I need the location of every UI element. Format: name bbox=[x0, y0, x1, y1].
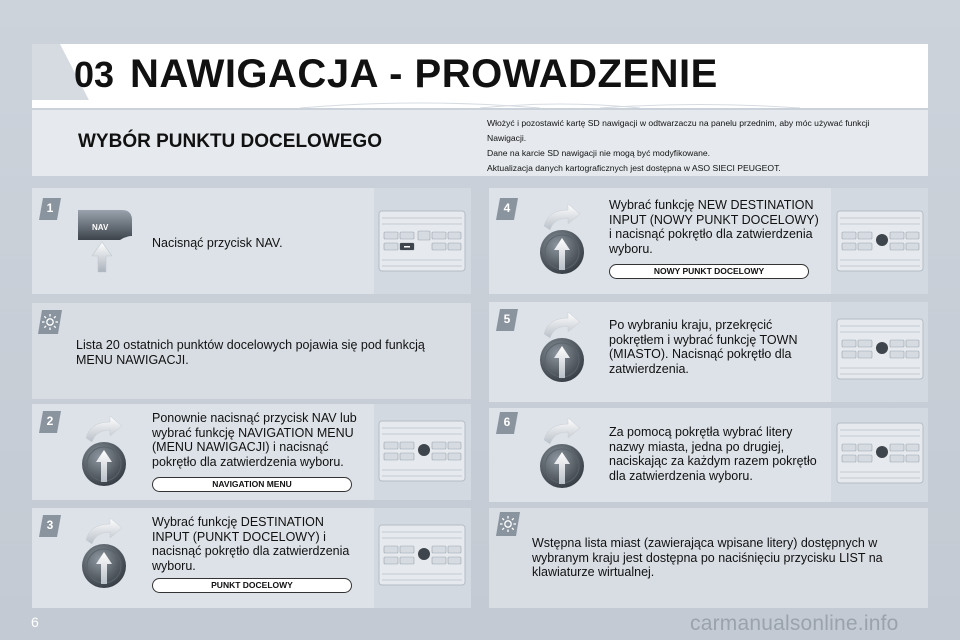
step-2-badge bbox=[39, 411, 61, 433]
tip-1-line: Lista 20 ostatnich punktów docelowych pojawia się pod funkcją bbox=[76, 338, 425, 352]
radio-unit-icon bbox=[836, 422, 924, 484]
step-2-line: pokrętło dla zatwierdzenia wyboru. bbox=[152, 454, 344, 469]
step-5-line: zatwierdzenia. bbox=[609, 361, 689, 376]
intro-line: Aktualizacja danych kartograficznych jest dostępna w ASO SIECI PEUGEOT. bbox=[487, 163, 781, 173]
section-title: WYBÓR PUNKTU DOCELOWEGO bbox=[78, 131, 382, 152]
step-6-line: dla zatwierdzenia wyboru. bbox=[609, 468, 753, 483]
radio-unit-icon bbox=[836, 318, 924, 380]
step-5-line: Po wybraniu kraju, przekręcić bbox=[609, 318, 773, 332]
step-4-badge bbox=[496, 198, 518, 220]
tip-1-line: MENU NAWIGACJI. bbox=[76, 352, 189, 367]
intro-text bbox=[487, 116, 927, 176]
step-5-line: (MIASTO). Nacisnąć pokrętło dla bbox=[609, 347, 792, 361]
tip-2-text bbox=[532, 536, 883, 580]
step-1-badge bbox=[39, 198, 61, 220]
lightbulb-icon bbox=[38, 310, 62, 334]
step-1-number: 1 bbox=[46, 201, 54, 215]
rotary-knob-icon bbox=[526, 200, 606, 280]
step-3-text bbox=[152, 515, 349, 573]
intro-line: Nawigacji. bbox=[487, 133, 527, 143]
intro-line: Dane na karcie SD nawigacji nie mogą być modyfikowane. bbox=[487, 148, 711, 158]
radio-unit-icon bbox=[836, 210, 924, 272]
radio-unit-icon bbox=[378, 420, 466, 482]
step-6-line: nazwy miasta, jedna po drugiej, bbox=[609, 439, 785, 454]
step-2-line: (MENU NAWIGACJI) i nacisnąć bbox=[152, 440, 329, 454]
page-number: 6 bbox=[31, 614, 39, 630]
step-4-line: i nacisnąć pokrętło dla zatwierdzenia bbox=[609, 227, 813, 241]
step-1-text bbox=[152, 236, 283, 251]
new-destination-pill: NOWY PUNKT DOCELOWY bbox=[609, 264, 809, 279]
tip-1-text bbox=[76, 338, 425, 367]
radio-unit-icon bbox=[378, 524, 466, 586]
step-3-line: INPUT (PUNKT DOCELOWY) i bbox=[152, 529, 326, 544]
tip-2-line: klawiaturze wirtualnej. bbox=[532, 565, 655, 579]
destination-pill: PUNKT DOCELOWY bbox=[152, 578, 352, 593]
page-title: NAWIGACJA - PROWADZENIE bbox=[130, 52, 718, 96]
step-4-text bbox=[609, 198, 819, 256]
step-4-number: 4 bbox=[503, 201, 511, 215]
step-4-line: Wybrać funkcję NEW DESTINATION bbox=[609, 198, 814, 212]
step-3-line: Wybrać funkcję DESTINATION bbox=[152, 515, 324, 529]
step-2-text bbox=[152, 411, 357, 469]
watermark: carmanualsonline.info bbox=[690, 612, 899, 635]
step-3-badge bbox=[39, 515, 61, 537]
step-3-line: wyboru. bbox=[152, 558, 196, 573]
step-3-number: 3 bbox=[46, 518, 54, 532]
step-6-number: 6 bbox=[503, 415, 511, 429]
step-5-text bbox=[609, 318, 797, 376]
step-6-line: Za pomocą pokrętła wybrać litery bbox=[609, 425, 793, 439]
chapter-number: 03 bbox=[74, 54, 115, 95]
step-4-line: wyboru. bbox=[609, 241, 653, 256]
navigation-menu-pill: NAVIGATION MENU bbox=[152, 477, 352, 492]
step-5-badge bbox=[496, 309, 518, 331]
step-5-number: 5 bbox=[503, 312, 511, 326]
intro-line: Włożyć i pozostawić kartę SD nawigacji w odtwarzaczu na panelu przednim, aby móc używać funkcji bbox=[487, 118, 870, 128]
rotary-knob-icon bbox=[68, 514, 148, 594]
rotary-knob-icon bbox=[68, 412, 148, 492]
radio-unit-icon bbox=[378, 210, 466, 272]
step-2-number: 2 bbox=[46, 414, 54, 428]
nav-button-icon bbox=[76, 206, 136, 276]
step-6-text bbox=[609, 425, 817, 483]
step-6-badge bbox=[496, 412, 518, 434]
step-5-line: pokrętłem i wybrać funkcję TOWN bbox=[609, 332, 798, 347]
step-1-line: Nacisnąć przycisk NAV. bbox=[152, 236, 283, 250]
header-divider-decoration bbox=[0, 100, 960, 108]
rotary-knob-icon bbox=[526, 414, 606, 494]
rotary-knob-icon bbox=[526, 308, 606, 388]
lightbulb-icon bbox=[496, 512, 520, 536]
step-6-line: naciskając za każdym razem pokrętło bbox=[609, 454, 817, 468]
step-3-line: nacisnąć pokrętło dla zatwierdzenia bbox=[152, 544, 350, 558]
step-2-line: wybrać funkcję NAVIGATION MENU bbox=[152, 425, 354, 440]
nav-button-label: NAV bbox=[92, 223, 109, 232]
step-2-line: Ponownie nacisnąć przycisk NAV lub bbox=[152, 411, 357, 425]
step-4-line: INPUT (NOWY PUNKT DOCELOWY) bbox=[609, 212, 819, 227]
tip-2-line: Wstępna lista miast (zawierająca wpisane litery) dostępnych w bbox=[532, 536, 878, 550]
tip-2-line: wybranym kraju jest dostępna po naciśnięciu przycisku LIST na bbox=[532, 550, 883, 565]
